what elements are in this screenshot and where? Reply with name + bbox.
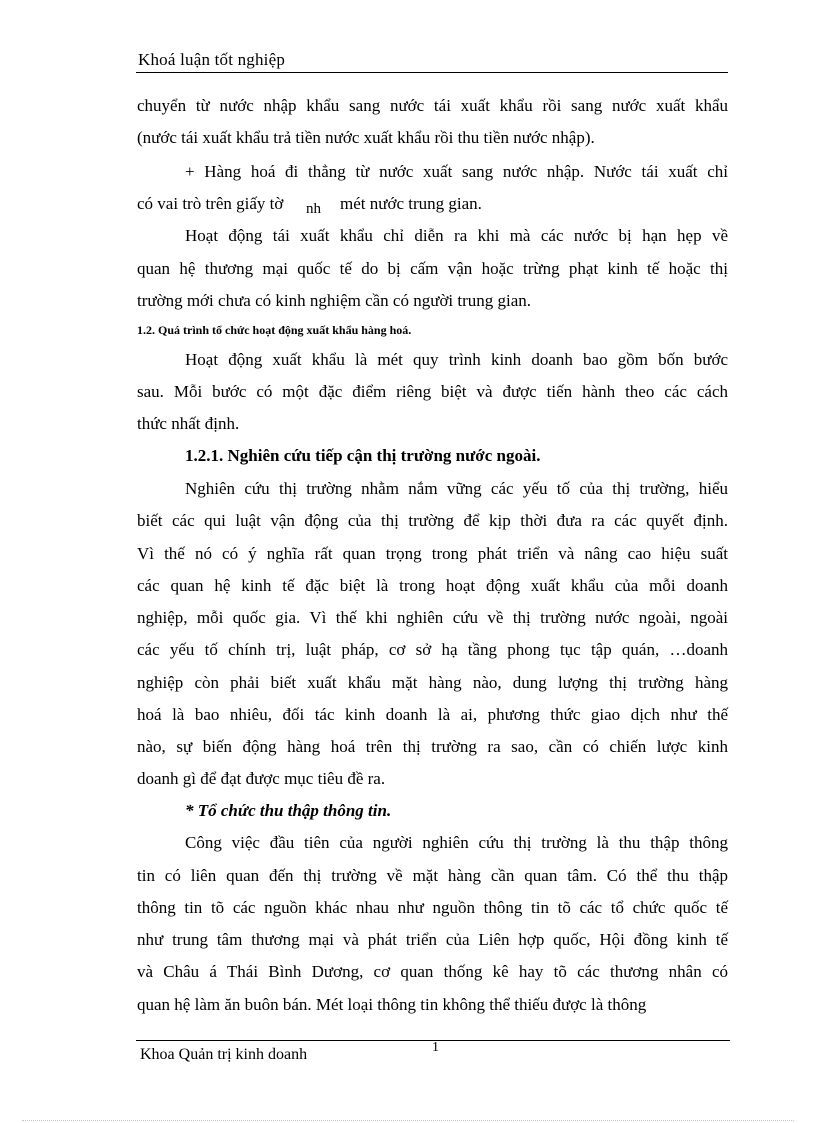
body-line: doanh gì để đạt được mục tiêu đề ra. [137,769,386,788]
body-line: các quan hệ kinh tế đặc biệt là trong hoạt động xuất khẩu của mỗi doanh [137,576,728,595]
footer-department: Khoa Quản trị kinh doanh [140,1046,308,1063]
body-line: như trung tâm thương mại và phát triển của Liên hợp quốc, Hội đồng kinh tế [137,930,728,949]
body-line: quan hệ làm ăn buôn bán. Mét loại thông tin không thể thiếu được là thông [137,995,647,1014]
body-line: Hoạt động xuất khẩu là mét quy trình kinh doanh bao gồm bốn bước [185,350,728,369]
item-heading: * Tổ chức thu thập thông tin. [185,801,392,820]
body-line: Công việc đầu tiên của người nghiên cứu thị trường là thu thập thông [185,833,728,852]
body-line: tin có liên quan đến thị trường về mặt hàng cần quan tâm. Có thể thu thập [137,866,728,885]
body-line: nghiệp còn phải biết xuất khẩu mặt hàng nào, dung lượng thị trường hàng [137,673,728,692]
body-line: và Châu á Thái Bình Dương, cơ quan thống kê hay tõ các thương nhân có [137,962,728,981]
body-line: có vai trò trên giấy tờ [137,194,284,213]
body-line: trường mới chưa có kinh nghiệm cần có người trung gian. [137,291,532,310]
section-heading: 1.2. Quá trình tổ chức hoạt động xuất khẩu hàng hoá. [137,323,412,337]
body-line: Hoạt động tái xuất khẩu chỉ diễn ra khi mà các nước bị hạn hẹp về [185,226,728,245]
body-line: sau. Mỗi bước có một đặc điểm riêng biệt và được tiến hành theo các cách [137,382,728,401]
body-line: Nghiên cứu thị trường nhằm nắm vững các yếu tố của thị trường, hiểu [185,479,728,498]
body-line: các yếu tố chính trị, luật pháp, cơ sở hạ tầng phong tục tập quán, …doanh [137,640,728,659]
body-line: thông tin tõ các nguồn khác nhau như nguồn thông tin tõ các tổ chức quốc tế [137,898,728,917]
body-line: (nước tái xuất khẩu trả tiền nước xuất khẩu rồi thu tiền nước nhập). [137,128,595,147]
header-rule [136,72,728,73]
body-line: biết các qui luật vận động của thị trường để kịp thời đưa ra các quyết định. [137,511,728,530]
body-line: nào, sự biến động hàng hoá trên thị trường ra sao, cần có chiến lược kinh [137,737,728,756]
page-edge-divider [22,1120,794,1121]
body-line: nghiệp, mỗi quốc gia. Vì thế khi nghiên cứu về thị trường nước ngoài, ngoài [137,608,728,627]
body-line: thức nhất định. [137,414,240,433]
body-line: mét nước trung gian. [340,194,482,213]
subsection-heading: 1.2.1. Nghiên cứu tiếp cận thị trường nước ngoài. [185,446,541,465]
body-line: + Hàng hoá đi thẳng từ nước xuất sang nước nhập. Nước tái xuất chỉ [185,162,728,181]
page-number: 1 [432,1040,439,1055]
stray-text-fragment: nh [306,201,321,217]
body-line: quan hệ thương mại quốc tế do bị cấm vận hoặc trừng phạt kinh tế hoặc thị [137,259,728,278]
running-header-title: Khoá luận tốt nghiệp [138,50,286,69]
body-line: Vì thế nó có ý nghĩa rất quan trọng trong phát triển và nâng cao hiệu suất [137,544,728,563]
body-line: hoá là bao nhiêu, đối tác kinh doanh là ai, phương thức giao dịch như thế [137,705,728,724]
body-line: chuyển từ nước nhập khẩu sang nước tái xuất khẩu rồi sang nước xuất khẩu [137,96,728,115]
